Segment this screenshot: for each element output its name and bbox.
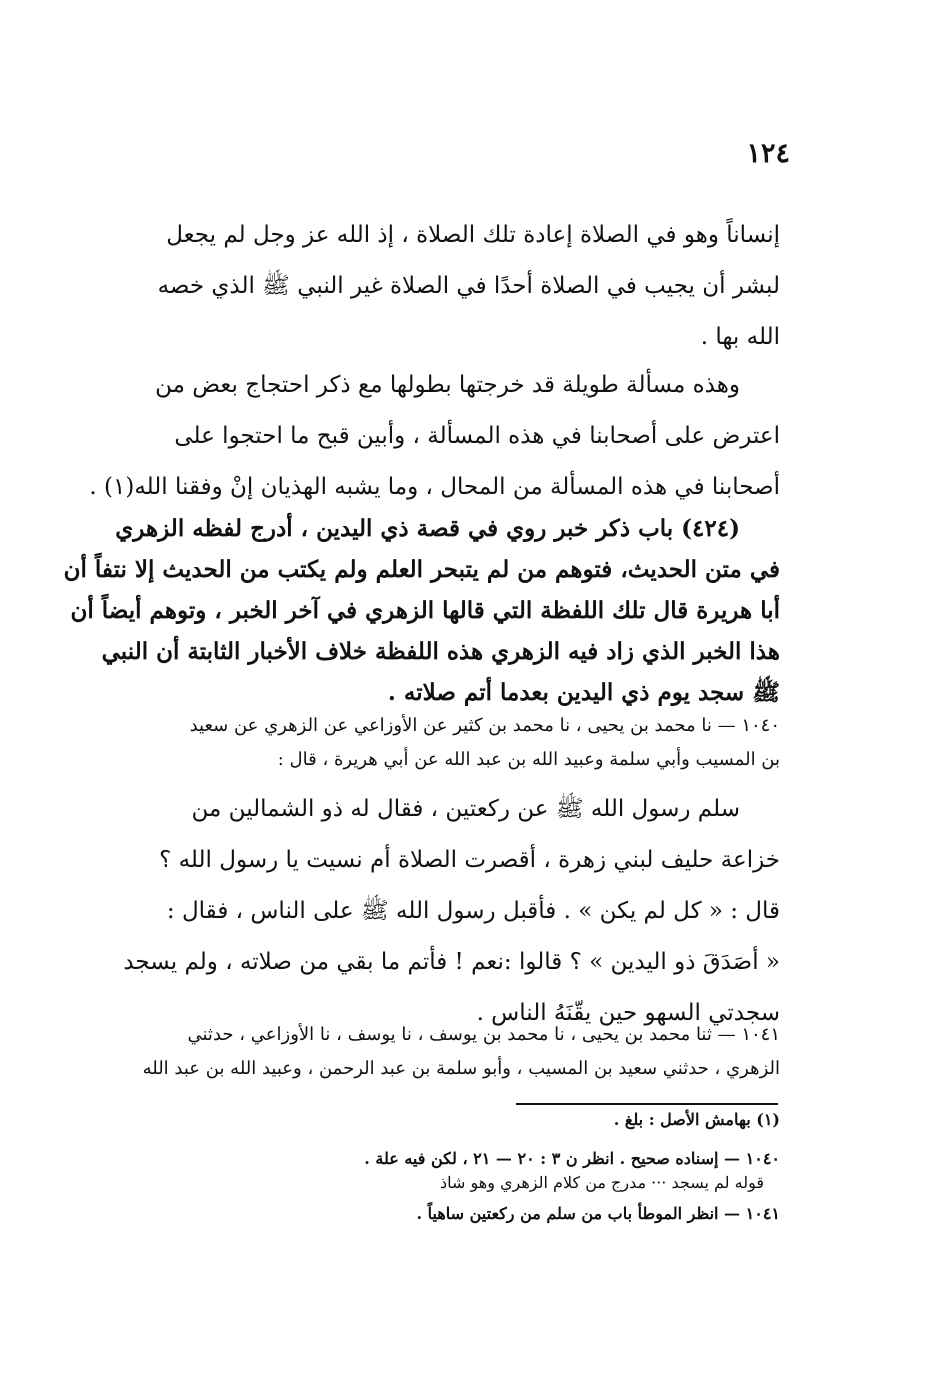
heading-line: ﷺ سجد يوم ذي اليدين بعدما أتم صلاته . [387, 679, 780, 706]
footnote-divider [516, 1103, 778, 1105]
text-line: الله بها . [700, 324, 780, 350]
text-line: سلم رسول الله ﷺ عن ركعتين ، فقال له ذو الشمالين من [191, 796, 740, 822]
text-line: لبشر أن يجيب في الصلاة أحدًا في الصلاة غير النبي ﷺ الذي خصه [157, 273, 780, 299]
text-line: اعترض على أصحابنا في هذه المسألة ، وأبين قبح ما احتجوا على [174, 423, 780, 449]
page-number: ١٢٤ [746, 138, 790, 169]
footnote-1041: ١٠٤١ — انظر الموطأ باب من سلم من ركعتين ساهياً . [416, 1204, 780, 1223]
text-line: إنساناً وهو في الصلاة إعادة تلك الصلاة ، إذ الله عز وجل لم يجعل [166, 222, 780, 248]
isnad-line: ١٠٤٠ — نا محمد بن يحيى ، نا محمد بن كثير عن الأوزاعي عن الزهري عن سعيد [189, 715, 780, 736]
paragraph-2 [89, 360, 780, 513]
text-line: « أصَدَقَ ذو اليدين » ؟ قالوا :نعم ! فأتم ما بقي من صلاته ، ولم يسجد [123, 949, 780, 975]
footnote-1040: ١٠٤٠ — إسناده صحيح . انظر ن ٣ : ٢٠ — ٢١ ، لكن فيه علة . [364, 1149, 780, 1168]
isnad-1040 [112, 709, 780, 777]
text-line: قال : « كل لم يكن » . فأقبل رسول الله ﷺ على الناس ، فقال : [166, 898, 780, 924]
text-line: خزاعة حليف لبني زهرة ، أقصرت الصلاة أم نسيت يا رسول الله ؟ [159, 847, 780, 873]
paragraph-1 [112, 210, 780, 363]
text-line: سجدتي السهو حين يقّنَهُ الناس . [476, 1000, 780, 1026]
text-line: وهذه مسألة طويلة قد خرجتها بطولها مع ذكر احتجاج بعض من [155, 372, 740, 398]
hadith-text [112, 784, 780, 1039]
chapter-heading [63, 508, 780, 713]
text-line: أصحابنا في هذه المسألة من المحال ، وما يشبه الهذيان إنْ وفقنا الله(١) . [89, 474, 780, 500]
heading-line: هذا الخبر الذي زاد فيه الزهري هذه اللفظة خلاف الأخبار الثابتة أن النبي [101, 638, 780, 665]
heading-line: أبا هريرة قال تلك اللفظة التي قالها الزهري في آخر الخبر ، وتوهم أيضاً أن [70, 597, 780, 624]
isnad-1041 [112, 1018, 780, 1086]
isnad-line: ١٠٤١ — ثنا محمد بن يحيى ، نا محمد بن يوسف ، نا يوسف ، نا الأوزاعي ، حدثني [187, 1024, 780, 1045]
heading-line: (٤٢٤) باب ذكر خبر روي في قصة ذي اليدين ، أدرج لفظه الزهري [115, 515, 740, 542]
isnad-line: الزهري ، حدثني سعيد بن المسيب ، وأبو سلمة بن عبد الرحمن ، وعبيد الله بن عبد الله [142, 1058, 780, 1079]
footnote-handwritten-note: قوله لم يسجد ··· مدرج من كلام الزهري وهو شاذ [440, 1173, 764, 1192]
footnote-1: (١) بهامش الأصل : بلغ . [613, 1110, 780, 1129]
isnad-line: بن المسيب وأبي سلمة وعبيد الله بن عبد الله عن أبي هريرة ، قال : [277, 749, 780, 770]
heading-line: في متن الحديث، فتوهم من لم يتبحر العلم ولم يكتب من الحديث إلا نتفاً أن [63, 556, 780, 583]
